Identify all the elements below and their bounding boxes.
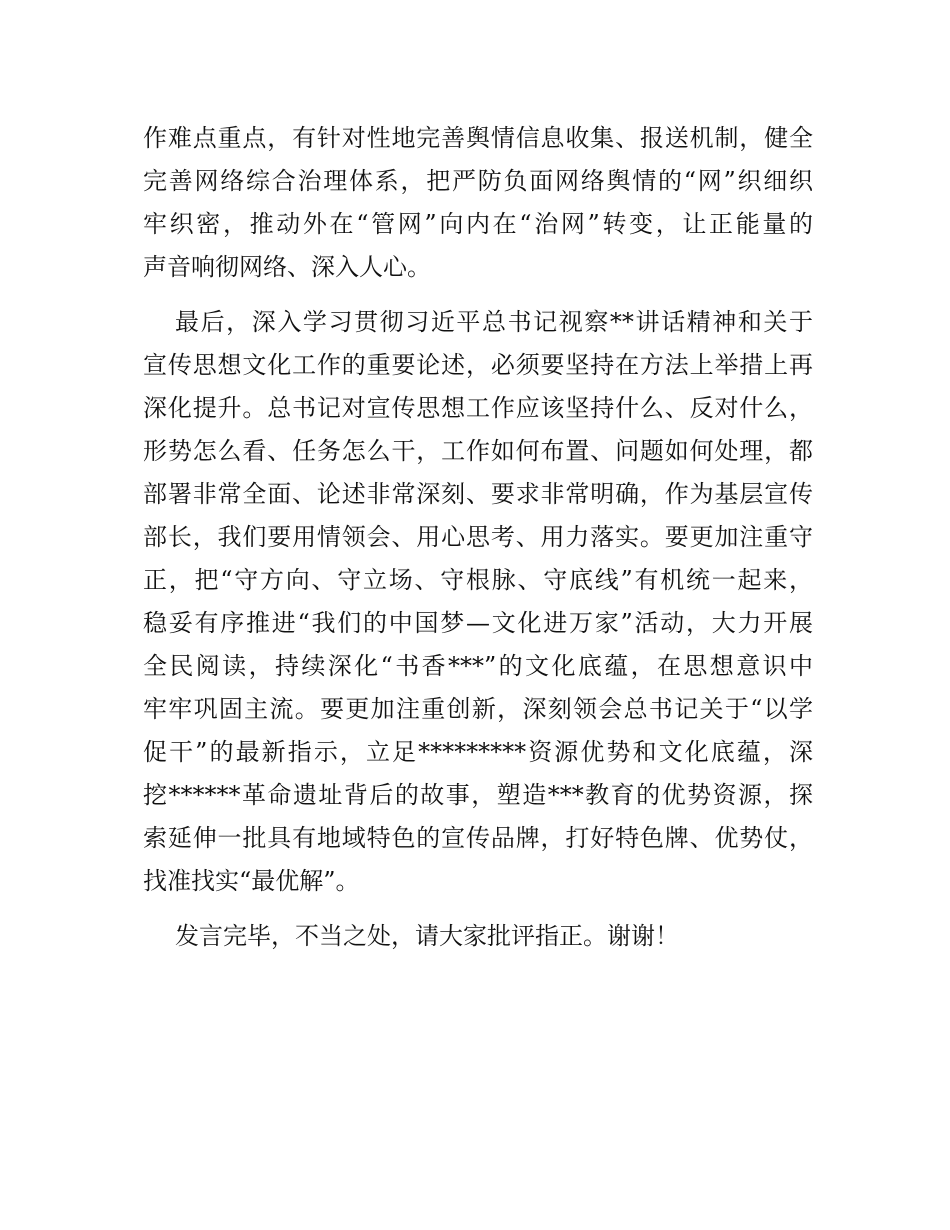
paragraph-line: 作难点重点，有针对性地完善舆情信息收集、报送机制，健全 <box>143 124 813 152</box>
paragraph-line: 宣传思想文化工作的重要论述，必须要坚持在方法上举措上再 <box>143 351 813 379</box>
paragraph-line: 发言完毕，不当之处，请大家批评指正。谢谢！ <box>175 922 679 950</box>
paragraph-line: 促干”的最新指示，立足*********资源优势和文化底蕴，深 <box>143 738 813 766</box>
paragraph-line: 完善网络综合治理体系，把严防负面网络舆情的“网”织细织 <box>143 167 813 195</box>
paragraph-line: 正，把“守方向、守立场、守根脉、守底线”有机统一起来， <box>143 566 813 594</box>
paragraph-line: 全民阅读，持续深化“书香***”的文化底蕴，在思想意识中 <box>143 652 813 680</box>
paragraph-line: 部署非常全面、论述非常深刻、要求非常明确，作为基层宣传 <box>143 480 813 508</box>
paragraph-line: 挖******革命遗址背后的故事，塑造***教育的优势资源，探 <box>143 781 813 809</box>
paragraph-line: 深化提升。总书记对宣传思想工作应该坚持什么、反对什么， <box>143 394 813 422</box>
paragraph-line: 形势怎么看、任务怎么干，工作如何布置、问题如何处理，都 <box>143 437 813 465</box>
paragraph-line: 声音响彻网络、深入人心。 <box>143 253 431 281</box>
paragraph-line: 找准找实“最优解”。 <box>143 867 360 895</box>
paragraph-line: 牢牢巩固主流。要更加注重创新，深刻领会总书记关于“以学 <box>143 695 813 723</box>
paragraph-line: 部长，我们要用情领会、用心思考、用力落实。要更加注重守 <box>143 523 813 551</box>
paragraph-line: 索延伸一批具有地域特色的宣传品牌，打好特色牌、优势仗， <box>143 824 813 852</box>
paragraph-line: 最后，深入学习贯彻习近平总书记视察**讲话精神和关于 <box>175 308 813 336</box>
paragraph-line: 稳妥有序推进“我们的中国梦—文化进万家”活动，大力开展 <box>143 609 813 637</box>
paragraph-line: 牢织密，推动外在“管网”向内在“治网”转变，让正能量的 <box>143 210 813 238</box>
